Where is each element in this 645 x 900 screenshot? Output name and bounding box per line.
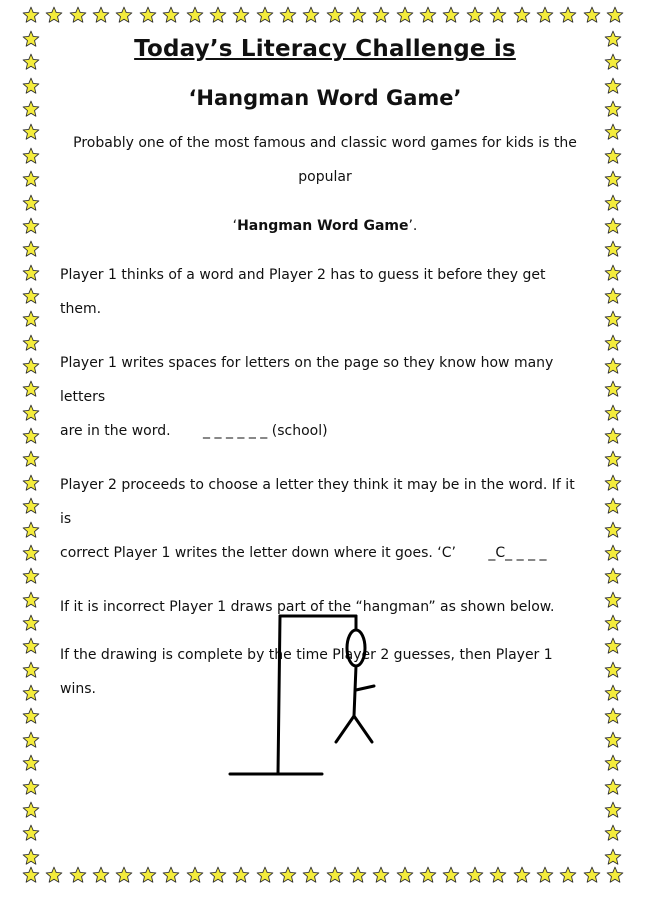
star-icon (396, 866, 414, 884)
star-icon (22, 310, 40, 328)
paragraph-5: If the drawing is complete by the time Player 2 guesses, then Player 1 wins. (60, 647, 553, 697)
star-border-top (22, 6, 624, 24)
star-icon (22, 100, 40, 118)
game-name: Hangman Word Game (237, 218, 409, 234)
star-icon (604, 264, 622, 282)
paragraph-3 (60, 468, 590, 570)
page-title: Today’s Literacy Challenge is (134, 36, 516, 62)
star-icon (604, 567, 622, 585)
star-icon (442, 6, 460, 24)
star-icon (604, 147, 622, 165)
star-icon (489, 6, 507, 24)
star-icon (22, 824, 40, 842)
paragraph-2-line-2: are in the word. (60, 423, 171, 439)
star-icon (22, 497, 40, 515)
star-icon (22, 637, 40, 655)
star-icon (604, 30, 622, 48)
gallows-post (278, 616, 280, 774)
hangman-arm (356, 686, 374, 690)
star-icon (604, 824, 622, 842)
game-name-line (60, 218, 590, 234)
star-icon (604, 194, 622, 212)
star-icon (139, 6, 157, 24)
star-icon (513, 6, 531, 24)
star-icon (513, 866, 531, 884)
game-name-open-quote: ‘ (232, 218, 238, 234)
star-icon (604, 707, 622, 725)
star-icon (604, 240, 622, 258)
star-icon (22, 427, 40, 445)
paragraph-1: Player 1 thinks of a word and Player 2 has to guess it before they get them. (60, 267, 546, 317)
hangman-left-leg (336, 716, 354, 742)
star-icon (604, 100, 622, 118)
hangman-right-leg (354, 716, 372, 742)
star-icon (45, 6, 63, 24)
star-icon (115, 6, 133, 24)
star-icon (22, 866, 40, 884)
star-icon (604, 334, 622, 352)
star-icon (279, 6, 297, 24)
star-icon (22, 53, 40, 71)
star-icon (466, 6, 484, 24)
star-icon (604, 661, 622, 679)
star-icon (349, 6, 367, 24)
star-icon (22, 404, 40, 422)
star-icon (606, 866, 624, 884)
star-icon (22, 357, 40, 375)
paragraph-2 (60, 346, 590, 448)
star-icon (186, 866, 204, 884)
paragraph-4: If it is incorrect Player 1 draws part of the “hangman” as shown below. (60, 599, 555, 615)
star-icon (604, 521, 622, 539)
star-icon (606, 6, 624, 24)
star-icon (22, 684, 40, 702)
star-icon (22, 591, 40, 609)
star-icon (279, 866, 297, 884)
paragraph-2-line-1: Player 1 writes spaces for letters on the page so they know how many letters (60, 355, 554, 405)
star-icon (604, 731, 622, 749)
paragraph-3-line-2: correct Player 1 writes the letter down where it goes. ‘C’ (60, 545, 456, 561)
star-icon (22, 334, 40, 352)
star-icon (302, 6, 320, 24)
star-icon (92, 6, 110, 24)
star-icon (22, 521, 40, 539)
star-icon (604, 357, 622, 375)
star-icon (22, 801, 40, 819)
page-subtitle: ‘Hangman Word Game’ (188, 86, 462, 110)
star-icon (22, 474, 40, 492)
star-icon (22, 661, 40, 679)
star-icon (604, 404, 622, 422)
star-icon (604, 310, 622, 328)
star-icon (604, 217, 622, 235)
star-icon (22, 287, 40, 305)
star-icon (442, 866, 460, 884)
star-icon (604, 474, 622, 492)
star-icon (92, 866, 110, 884)
star-icon (604, 684, 622, 702)
star-icon (139, 866, 157, 884)
star-icon (22, 147, 40, 165)
star-icon (372, 866, 390, 884)
star-icon (604, 450, 622, 468)
star-icon (396, 6, 414, 24)
star-icon (22, 194, 40, 212)
star-icon (22, 707, 40, 725)
star-icon (604, 287, 622, 305)
star-icon (22, 217, 40, 235)
star-icon (22, 6, 40, 24)
star-icon (69, 6, 87, 24)
intro-paragraph (60, 126, 590, 194)
star-icon (232, 866, 250, 884)
star-icon (604, 614, 622, 632)
game-name-close: ’. (408, 218, 418, 234)
star-icon (604, 123, 622, 141)
star-icon (604, 53, 622, 71)
star-icon (419, 6, 437, 24)
star-icon (162, 6, 180, 24)
star-icon (22, 170, 40, 188)
star-icon (583, 6, 601, 24)
star-icon (209, 866, 227, 884)
star-icon (69, 866, 87, 884)
star-border-left (22, 30, 40, 866)
star-icon (583, 866, 601, 884)
star-icon (45, 866, 63, 884)
star-icon (209, 6, 227, 24)
star-icon (22, 264, 40, 282)
star-icon (604, 848, 622, 866)
star-icon (22, 778, 40, 796)
star-icon (22, 731, 40, 749)
star-icon (489, 866, 507, 884)
star-icon (466, 866, 484, 884)
star-icon (22, 30, 40, 48)
star-icon (419, 866, 437, 884)
star-icon (349, 866, 367, 884)
star-icon (186, 6, 204, 24)
star-icon (22, 614, 40, 632)
word-blanks-with-c: _C_ _ _ _ (488, 545, 547, 561)
hangman-head (347, 630, 365, 666)
star-icon (22, 848, 40, 866)
star-icon (22, 240, 40, 258)
star-icon (536, 866, 554, 884)
star-icon (604, 77, 622, 95)
star-icon (604, 380, 622, 398)
hangman-drawing (200, 608, 470, 798)
star-icon (372, 6, 390, 24)
star-icon (22, 754, 40, 772)
star-icon (604, 497, 622, 515)
star-icon (22, 380, 40, 398)
star-icon (604, 591, 622, 609)
star-icon (302, 866, 320, 884)
star-border-bottom (22, 866, 624, 884)
word-blanks-school: _ _ _ _ _ _ (school) (203, 423, 328, 439)
star-icon (604, 544, 622, 562)
star-icon (604, 778, 622, 796)
star-icon (604, 754, 622, 772)
star-icon (232, 6, 250, 24)
star-icon (326, 866, 344, 884)
star-icon (326, 6, 344, 24)
intro-line-2: popular (298, 169, 352, 185)
star-icon (115, 866, 133, 884)
star-icon (22, 77, 40, 95)
star-icon (22, 544, 40, 562)
worksheet-content (60, 28, 590, 706)
star-icon (162, 866, 180, 884)
star-icon (256, 6, 274, 24)
star-icon (604, 637, 622, 655)
star-icon (559, 866, 577, 884)
star-icon (604, 170, 622, 188)
star-icon (604, 801, 622, 819)
intro-line-1: Probably one of the most famous and classic word games for kids is the (73, 135, 577, 151)
star-icon (22, 450, 40, 468)
star-icon (559, 6, 577, 24)
star-icon (22, 123, 40, 141)
star-icon (604, 427, 622, 445)
star-icon (536, 6, 554, 24)
star-icon (22, 567, 40, 585)
star-border-right (604, 30, 622, 866)
paragraph-3-line-1: Player 2 proceeds to choose a letter they think it may be in the word. If it is (60, 477, 575, 527)
star-icon (256, 866, 274, 884)
